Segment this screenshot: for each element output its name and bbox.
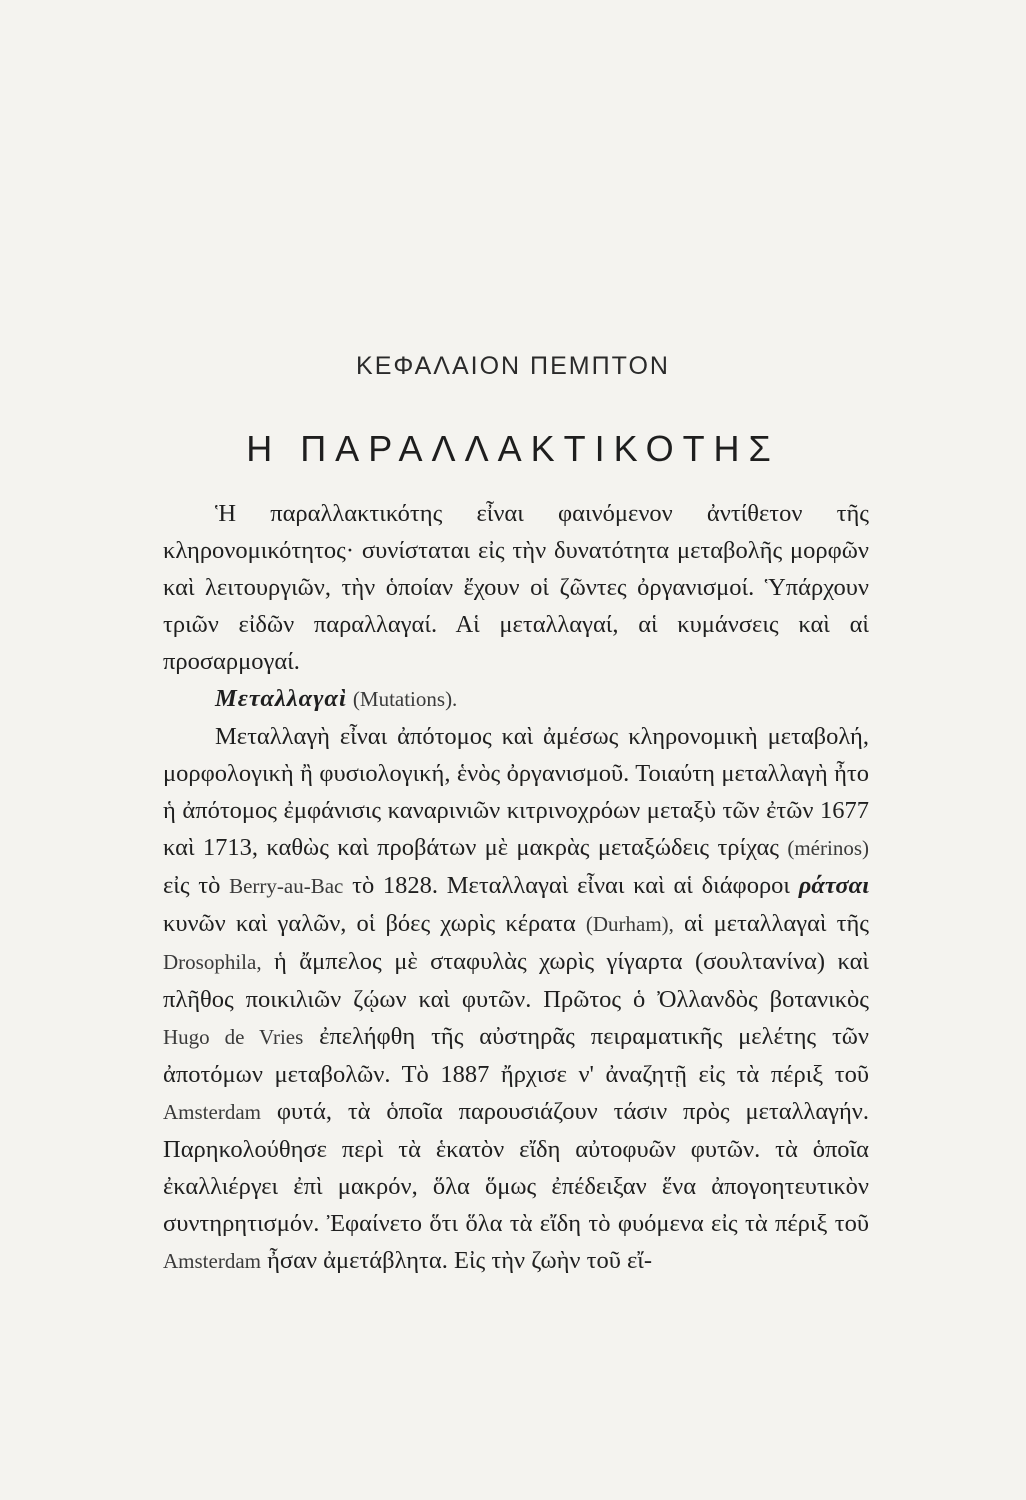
body-text: Μεταλλαγὴ εἶναι ἀπότομος καὶ ἀμέσως κληρονομικὴ μεταβολή, μορφολογικὴ ἢ φυσιολογική, ἑνὸς ὀργανισμοῦ. Τοιαύτη μεταλλαγὴ ἦτο ἡ ἀπότομος ἐμφάνισις καναρινιῶν κιτρινοχρόων μεταξὺ τῶν ἐτῶν 1677 καὶ 1713, καθὼς καὶ προβάτων μὲ μακρὰς μεταξώδεις τρίχας [163,723,869,861]
latin-term: Hugo de Vries [163,1025,304,1049]
latin-term: (Durham), [585,912,674,936]
body-text: ἐπελήφθη τῆς αὐστηρᾶς πειραματικῆς μελέτης τῶν ἀποτόμων μεταβολῶν. Τὸ 1887 ἤρχισε ν' ἀναζητῇ εἰς τὰ πέριξ τοῦ [163,1023,869,1088]
latin-term: (mérinos) [787,836,869,860]
body-text: αἱ μεταλλαγαὶ τῆς [684,910,869,937]
latin-term: Drosophila, [163,950,262,974]
body-text: τὸ 1828. Μεταλλαγαὶ εἶναι καὶ αἱ διάφοροι [352,872,791,899]
intro-paragraph: Ἡ παραλλακτικότης εἶναι φαινόμενον ἀντίθετον τῆς κληρονομικότητος· συνίσταται εἰς τὴν δυνατότητα μεταβολῆς μορφῶν καὶ λειτουργιῶν, τὴν ὁποίαν ἔχουν οἱ ζῶντες ὀργανισμοί. Ὑπάρχουν τριῶν εἰδῶν παραλλαγαί. Αἱ μεταλλαγαί, αἱ κυμάνσεις καὶ αἱ προσαρμογαί. [163,500,869,675]
body-text: ἦσαν ἀμετάβλητα. Εἰς τὴν ζωὴν τοῦ εἴ- [267,1247,653,1274]
body-text: φυτά, τὰ ὁποῖα παρουσιάζουν τάσιν πρὸς μεταλλαγήν. Παρηκολούθησε περὶ τὰ ἑκατὸν εἴδη αὐτοφυῶν φυτῶν. τὰ ὁποῖα ἐκαλλιέργει ἐπὶ μακρόν, ὅλα ὅμως ἐπέδειξαν ἕνα ἀπογοητευτικὸν συντηρητισμόν. Ἐφαίνετο ὅτι ὅλα τὰ εἴδη τὸ φυόμενα εἰς τὰ πέριξ τοῦ [163,1098,870,1237]
section-heading [163,680,869,718]
body-paragraph [163,718,869,1280]
chapter-title: Η ΠΑΡΑΛΛΑΚΤΙΚΟΤΗΣ [246,428,780,469]
emphasized-word: ράτσαι [798,872,870,899]
body-text: ἡ ἄμπελος μὲ σταφυλὰς χωρὶς γίγαρτα (σουλτανίνα) καὶ πλῆθος ποικιλιῶν ζῴων καὶ φυτῶν. Πρῶτος ὁ Ὀλλανδὸς βοτανικὸς [163,948,869,1013]
chapter-label: ΚΕΦΑΛΑΙΟΝ ΠΕΜΠΤΟΝ [356,352,670,380]
section-heading-greek: Μεταλλαγαὶ [215,685,347,712]
section-heading-latin: (Mutations). [352,687,458,711]
body-text: κυνῶν καὶ γαλῶν, οἱ βόες χωρὶς κέρατα [163,910,576,937]
latin-term: Amsterdam [163,1249,261,1273]
body-text: εἰς τὸ [163,872,221,899]
latin-term: Berry-au-Bac [229,874,344,898]
page-text [163,495,869,1280]
latin-term: Amsterdam [163,1100,261,1124]
